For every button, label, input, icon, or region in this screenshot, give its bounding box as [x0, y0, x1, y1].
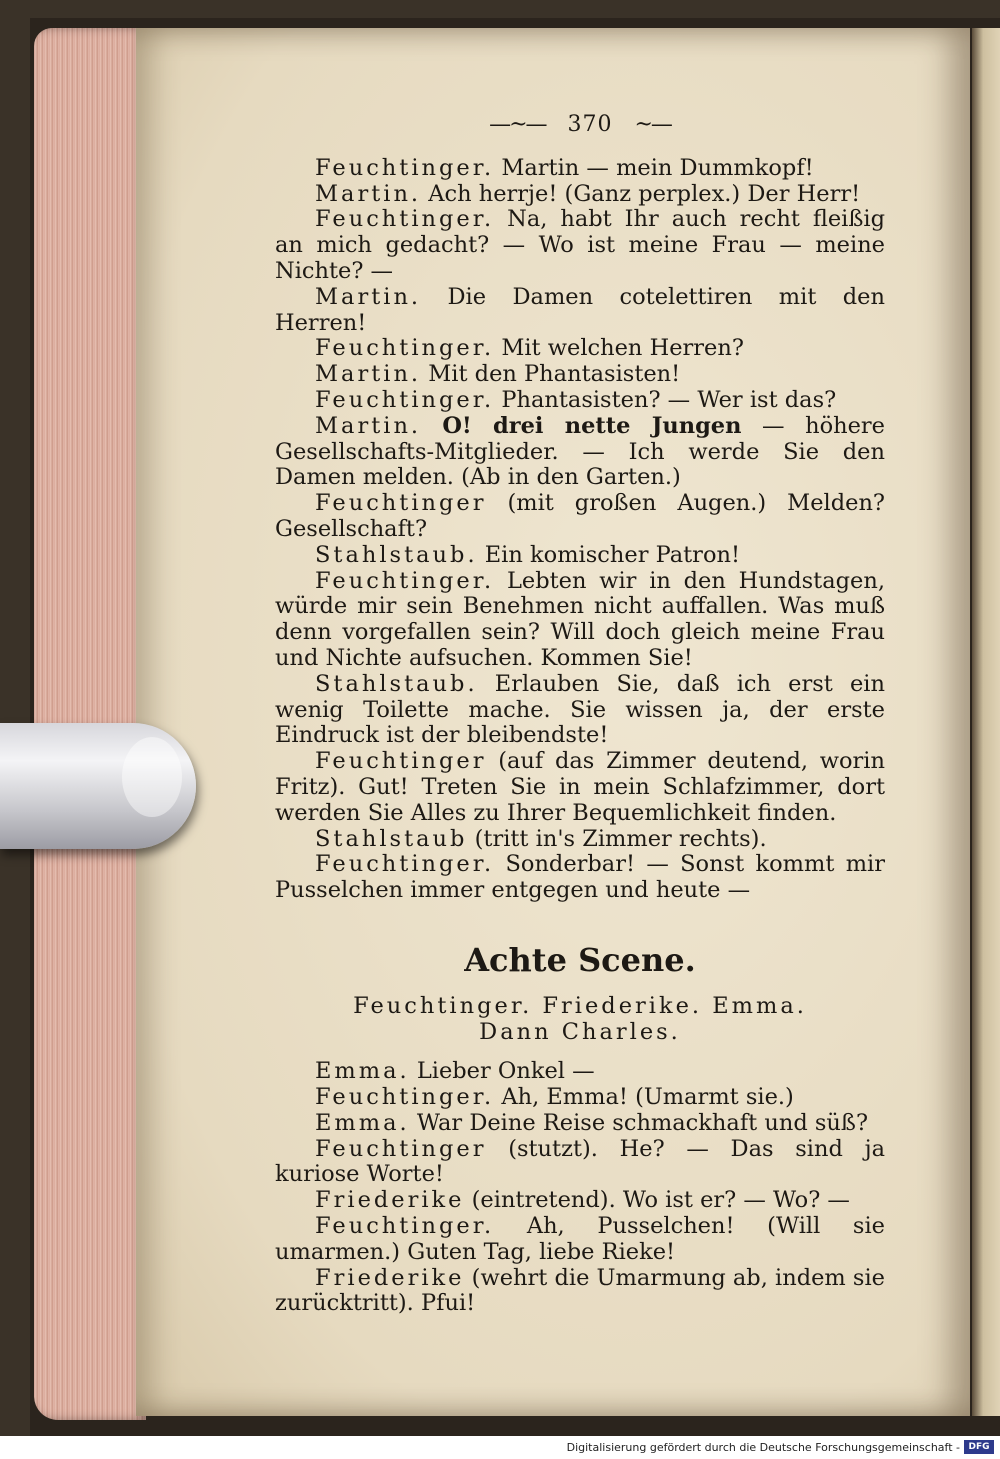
- line-text: (wehrt die Umarmung ab, indem sie zurücktritt). Pfui!: [275, 1264, 885, 1317]
- dialogue-line: [275, 285, 885, 337]
- line-text: (eintretend). Wo ist er? — Wo? —: [464, 1187, 850, 1214]
- line-text: Mit den Phantasisten!: [421, 361, 681, 388]
- dialogue-line: [275, 1266, 885, 1318]
- line-text: Ah, Pusselchen! (Will sie umarmen.) Guten Tag, liebe Rieke!: [275, 1213, 885, 1265]
- line-text: Na, habt Ihr auch recht fleißig an mich gedacht? — Wo ist meine Frau — meine Nichte? —: [275, 206, 885, 284]
- speaker-name: Feuchtinger.: [315, 386, 495, 413]
- speaker-name: Feuchtinger.: [315, 335, 495, 362]
- speaker-name: Feuchtinger: [315, 1135, 487, 1162]
- line-text: Ein komischer Patron!: [477, 541, 741, 568]
- dialogue-line: [275, 1059, 885, 1085]
- line-text: Martin — mein Dummkopf!: [494, 154, 814, 181]
- line-text: (mit großen Augen.) Melden? Gesellschaft?: [275, 490, 885, 542]
- dialogue-line: [275, 827, 885, 853]
- line-text: Phantasisten? — Wer ist das?: [494, 386, 837, 413]
- speaker-name: Stahlstaub.: [315, 670, 478, 697]
- dialogue-line: [275, 749, 885, 826]
- speaker-name: Feuchtinger.: [315, 567, 495, 594]
- speaker-name: Feuchtinger: [315, 490, 487, 517]
- page-number: 370: [567, 112, 613, 137]
- dialogue-line: [275, 1188, 885, 1214]
- speaker-name: Feuchtinger.: [315, 1084, 495, 1111]
- speaker-name: Friederike: [315, 1187, 465, 1214]
- speaker-name: Friederike: [315, 1264, 465, 1291]
- dialogue-line: [275, 672, 885, 749]
- dialogue-line: [275, 852, 885, 904]
- cast-list: Feuchtinger. Friederike. Emma.: [353, 992, 807, 1019]
- line-text: Die Damen cotelettiren mit den Herren!: [275, 283, 885, 336]
- dfg-logo-icon: DFG: [964, 1440, 994, 1454]
- line-text: (stutzt). He? — Das sind ja kuriose Worte!: [275, 1135, 885, 1188]
- line-text: Lieber Onkel —: [409, 1058, 595, 1085]
- facing-page-edge: [972, 28, 1000, 1416]
- speaker-name: Martin.: [315, 412, 422, 439]
- line-text: Ah, Emma! (Umarmt sie.): [494, 1084, 794, 1111]
- dialogue-line: [275, 156, 885, 182]
- emphasized-text: O! drei nette Jungen: [421, 412, 742, 439]
- line-text: War Deine Reise schmackhaft und süß?: [409, 1109, 869, 1136]
- speaker-name: Feuchtinger.: [315, 154, 495, 181]
- speaker-name: Martin.: [315, 180, 422, 207]
- page-holder-clip: [0, 723, 196, 849]
- dialogue-line: [275, 1214, 885, 1266]
- speaker-name: Feuchtinger.: [315, 851, 495, 878]
- dialogue-line: [275, 182, 885, 208]
- dialogue-line: [275, 543, 885, 569]
- line-text: (tritt in's Zimmer rechts).: [467, 825, 767, 852]
- dialogue-line: [275, 362, 885, 388]
- line-text: Lebten wir in den Hundstagen, würde mir sein Benehmen nicht auffallen. Was muß denn vorgefallen sein? Will doch gleich meine Frau und Nichte aufsuchen. Kommen Sie!: [275, 567, 885, 671]
- line-text: Ach herrje! (Ganz perplex.) Der Herr!: [421, 180, 861, 207]
- line-text: Mit welchen Herren?: [494, 335, 744, 362]
- speaker-name: Feuchtinger.: [315, 206, 495, 233]
- dialogue-line: [275, 569, 885, 672]
- speaker-name: Martin.: [315, 361, 422, 388]
- dialogue-line: [275, 388, 885, 414]
- speaker-name: Emma.: [315, 1109, 410, 1136]
- cast-list-continued: Dann Charles.: [479, 1018, 681, 1045]
- line-text: (auf das Zimmer deutend, worin Fritz). Gut! Treten Sie in mein Schlafzimmer, dort werden Sie Alles zu Ihrer Bequemlichkeit finden.: [275, 748, 885, 826]
- line-text: — höhere Gesellschafts-Mitglieder. — Ich werde Sie den Damen melden. (Ab in den Garten.): [275, 412, 885, 491]
- funding-notice: Digitalisierung gefördert durch die Deutsche Forschungsgemeinschaft -: [566, 1441, 960, 1454]
- spacer: [275, 1045, 885, 1059]
- dialogue-line: [275, 491, 885, 543]
- speaker-name: Feuchtinger: [315, 748, 487, 775]
- dialogue-line: [275, 1085, 885, 1111]
- page-number-row: [275, 112, 885, 138]
- speaker-name: Martin.: [315, 283, 422, 310]
- dialogue-line: [275, 1111, 885, 1137]
- page-number-ornament-left: —~—: [489, 112, 546, 137]
- dialogue-line: [275, 336, 885, 362]
- speaker-name: Feuchtinger.: [315, 1213, 495, 1240]
- line-text: Sonderbar! — Sonst kommt mir Pusselchen immer entgegen und heute —: [275, 851, 885, 904]
- line-text: Erlauben Sie, daß ich erst ein wenig Toilette mache. Sie wissen ja, der erste Eindruck ist der bleibendste!: [275, 670, 885, 749]
- scene-heading: Achte Scene.: [464, 940, 696, 979]
- speaker-name: Stahlstaub.: [315, 541, 478, 568]
- page-number-ornament-right: ~—: [634, 112, 671, 137]
- speaker-name: Emma.: [315, 1058, 410, 1085]
- dialogue-line: [275, 414, 885, 491]
- speaker-name: Stahlstaub: [315, 825, 468, 852]
- dialogue-line: [275, 207, 885, 284]
- digitization-footer: [0, 1436, 1000, 1459]
- page-text: [275, 112, 885, 1317]
- dialogue-line: [275, 1137, 885, 1189]
